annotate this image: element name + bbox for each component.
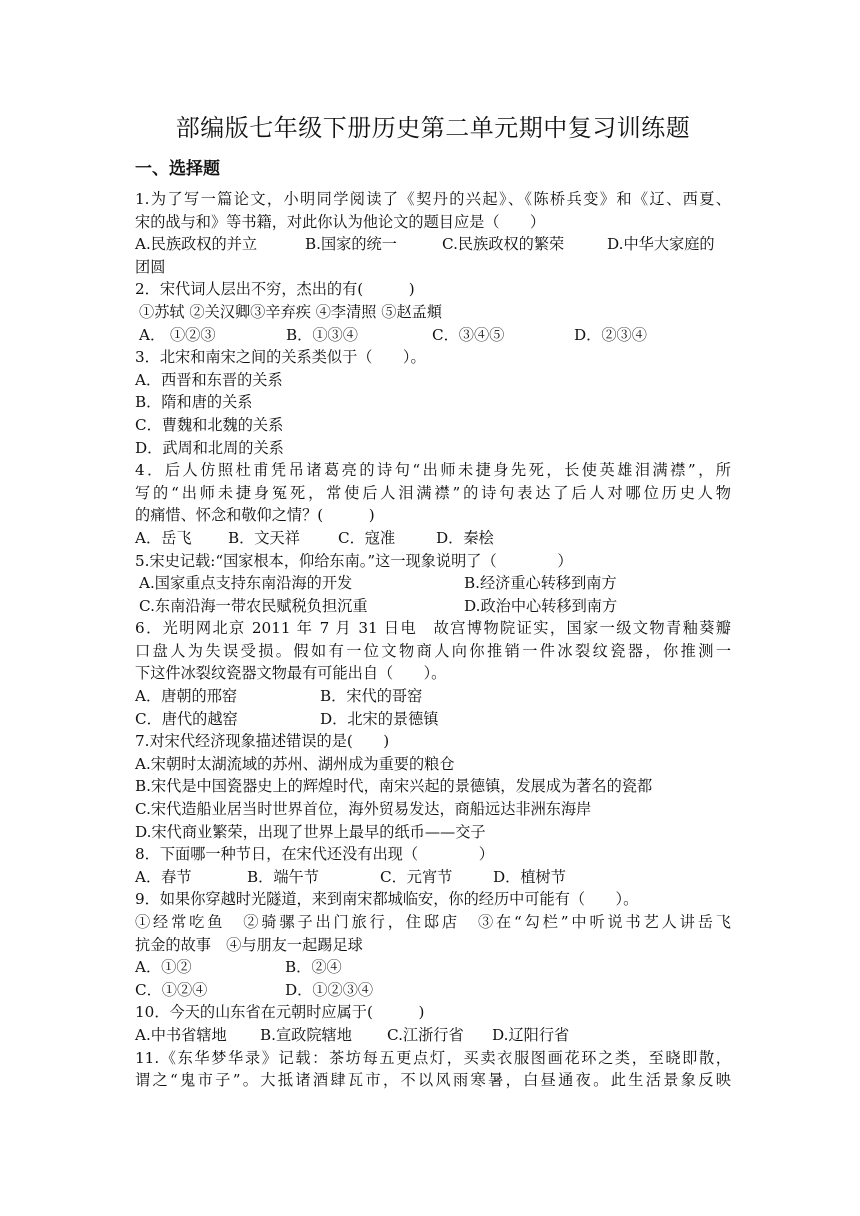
option-a: A.国家重点支持东南沿海的开发: [139, 574, 353, 593]
question-1-options: [135, 233, 731, 256]
question-9-stem: 9．如果你穿越时光隧道，来到南宋都城临安，你的经历中可能有（ ）。: [135, 890, 639, 909]
option-a: A．春节: [135, 867, 192, 886]
question-9-options-row-2: [135, 979, 731, 1002]
option-c: C．唐代的越窑: [135, 709, 238, 728]
question-11-line-1: 11.《东华梦华录》记载：茶坊每五更点灯，买卖衣服图画花环之类，至晓即散，: [135, 1048, 731, 1067]
option-c: C．寇准: [338, 528, 396, 547]
option-d: D.辽阳行省: [492, 1025, 570, 1044]
option-a: A． ①②③: [139, 325, 216, 344]
question-8-options: [135, 866, 731, 889]
question-1-line-4: 团圆: [135, 257, 166, 276]
option-b: B．②④: [285, 958, 342, 977]
option-b: B．隋和唐的关系: [135, 393, 253, 412]
option-c: C．③④⑤: [432, 325, 505, 344]
question-5-stem: 5.宋史记载:“国家根本，仰给东南。”这一现象说明了（ ）: [135, 551, 573, 570]
question-6-options-row-1: [135, 685, 731, 708]
option-a: A.民族政权的并立: [135, 235, 258, 254]
option-c: C.宋代造船业居当时世界首位，海外贸易发达，商船远达非洲东海岸: [135, 800, 592, 819]
question-2-options: [135, 324, 731, 347]
option-a: A．①②: [135, 958, 192, 977]
option-d: D．北宋的景德镇: [320, 709, 439, 728]
option-c: C.东南沿海一带农民赋税负担沉重: [139, 596, 368, 615]
question-5-options-row-2: [135, 595, 731, 618]
option-a: A.宋朝时太湖流域的苏州、湖州成为重要的粮仓: [135, 754, 455, 773]
question-10-options: [135, 1024, 731, 1047]
question-4-options: [135, 527, 731, 550]
question-10-stem: 10．今天的山东省在元朝时应属于( ): [135, 1003, 425, 1022]
option-a: A.中书省辖地: [135, 1025, 227, 1044]
option-d: D.宋代商业繁荣，出现了世界上最早的纸币——交子: [135, 822, 486, 841]
option-b: B．①③④: [286, 325, 358, 344]
question-6-line-3: 下这件冰裂纹瓷器文物最有可能出自（ ）。: [135, 664, 447, 683]
option-d: D.中华大家庭的: [607, 235, 715, 254]
option-d: D.政治中心转移到南方: [464, 596, 618, 615]
question-11-line-2: 谓之“鬼市子”。大抵诸酒肆瓦市，不以风雨寒暑，白昼通夜。此生活景象反映: [135, 1071, 731, 1090]
option-b: B.宣政院辖地: [260, 1025, 352, 1044]
question-2-stem: 2．宋代词人层出不穷，杰出的有( ): [135, 280, 415, 299]
question-9-line-2: ①经常吃鱼 ②骑骡子出门旅行，住邸店 ③在“勾栏”中听说书艺人讲岳飞: [135, 913, 731, 931]
question-7-stem: 7.对宋代经济现象描述错误的是( ): [135, 732, 390, 751]
question-9-line-3: 抗金的故事 ④与朋友一起踢足球: [135, 935, 363, 954]
option-b: B．端午节: [247, 867, 319, 886]
option-c: C．元宵节: [380, 867, 453, 886]
section-heading: 一、选择题: [135, 159, 220, 179]
option-a: A．唐朝的邢窑: [135, 687, 238, 706]
option-b: B.经济重心转移到南方: [464, 574, 617, 593]
option-d: D．②③④: [574, 325, 647, 344]
question-4-line-1: 4．后人仿照杜甫凭吊诸葛亮的诗句“出师未捷身先死，长使英雄泪满襟”，所: [135, 461, 731, 480]
question-1-line-1: 1.为了写一篇论文，小明同学阅读了《契丹的兴起》、《陈桥兵变》和《辽、西夏、: [135, 190, 731, 208]
option-b: B．文天祥: [228, 528, 300, 547]
question-6-options-row-2: [135, 708, 731, 731]
option-b: B.国家的统一: [305, 235, 397, 254]
document-title: 部编版七年级下册历史第二单元期中复习训练题: [175, 114, 691, 142]
option-c: C．①②④: [135, 980, 208, 999]
question-1-line-2: 宋的战与和》等书籍，对此你认为他论文的题目应是（ ）: [135, 212, 546, 231]
question-6-line-1: 6．光明网北京 2011 年 7 月 31 日电 故宫博物院证实，国家一级文物青釉葵瓣: [135, 619, 731, 638]
option-a: A．岳飞: [135, 528, 192, 547]
document-page: [135, 108, 731, 1092]
option-c: C.江浙行省: [387, 1025, 464, 1044]
option-b: B．宋代的哥窑: [320, 687, 423, 706]
option-d: D．植树节: [493, 867, 566, 886]
question-2-items: ①苏轼 ②关汉卿③辛弃疾 ④李清照 ⑤赵孟頫: [139, 302, 443, 321]
question-4-line-3: 的痛惜、怀念和敬仰之情？( ): [135, 506, 375, 525]
option-d: D．武周和北周的关系: [135, 438, 284, 457]
question-4-line-2: 写的“出师未捷身冤死，常使后人泪满襟”的诗句表达了后人对哪位历史人物: [135, 483, 731, 502]
option-d: D．①②③④: [285, 980, 374, 999]
question-9-options-row-1: [135, 956, 731, 979]
option-d: D．秦桧: [436, 528, 494, 547]
question-3-stem: 3．北宋和南宋之间的关系类似于（ ）。: [135, 348, 426, 367]
option-c: C．曹魏和北魏的关系: [135, 415, 284, 434]
option-a: A．西晋和东晋的关系: [135, 370, 283, 389]
option-b: B.宋代是中国瓷器史上的辉煌时代，南宋兴起的景德镇，发展成为著名的瓷都: [135, 777, 653, 796]
question-5-options-row-1: [135, 572, 731, 595]
question-8-stem: 8．下面哪一种节日，在宋代还没有出现（ ）: [135, 845, 494, 864]
option-c: C.民族政权的繁荣: [442, 235, 565, 254]
question-6-line-2: 口盘人为失误受损。假如有一位文物商人向你推销一件冰裂纹瓷器，你推测一: [135, 641, 731, 660]
